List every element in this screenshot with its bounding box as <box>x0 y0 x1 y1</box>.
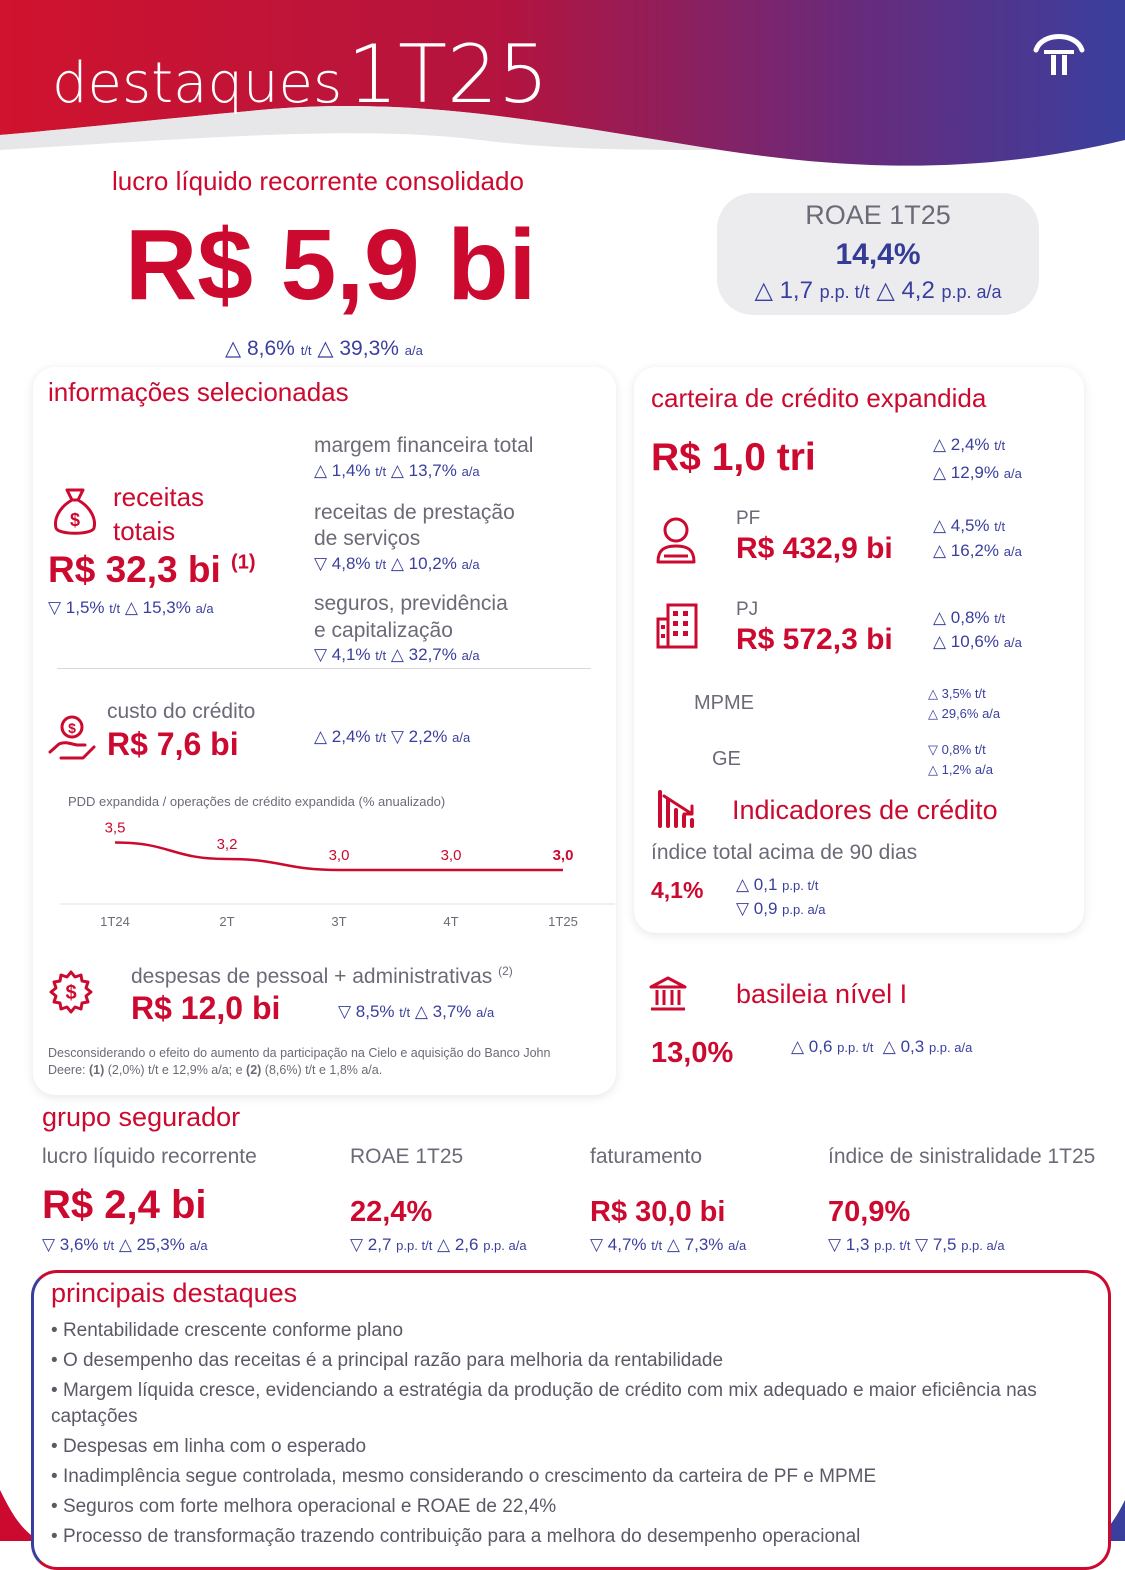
pj-value: R$ 572,3 bi <box>736 623 893 656</box>
mpme-var-2: △ 29,6% a/a <box>928 706 1001 721</box>
basileia-value: 13,0% <box>651 1037 734 1069</box>
x-tick-label: 4T <box>443 914 459 929</box>
data-label: 3,2 <box>216 836 238 853</box>
mpme-var-1: △ 3,5% t/t <box>928 686 986 701</box>
list-item: • Inadimplência segue controlada, mesmo considerando o crescimento da carteira de PF e MPME <box>51 1464 1071 1490</box>
grupo-col-value: R$ 30,0 bi <box>590 1196 726 1228</box>
building-icon <box>654 601 702 651</box>
grupo-col-variation: ▽ 2,7 p.p. t/t △ 2,6 p.p. a/a <box>350 1235 527 1254</box>
list-item: • Seguros com forte melhora operacional e ROAE de 22,4% <box>51 1494 1071 1520</box>
bradesco-logo-icon <box>1030 28 1088 78</box>
indicadores-var-1: △ 0,1 p.p. t/t <box>736 875 819 894</box>
info-footnote: Desconsiderando o efeito do aumento da participação na Cielo e aquisição do Banco John Deere: (1) (2,0%) t/t e 12,9% a/a; e (2) (8,6%) t/t e 1,8% a/a. <box>48 1046 551 1077</box>
list-item: • Margem líquida cresce, evidenciando a estratégia da produção de crédito com mix adequado e maior eficiência nas captações <box>51 1378 1071 1430</box>
carteira-title: carteira de crédito expandida <box>651 383 987 413</box>
hand-coin-icon <box>47 714 97 762</box>
despesas-variation: ▽ 8,5% t/t △ 3,7% a/a <box>338 1002 495 1021</box>
margem-variation: △ 1,4% t/t △ 13,7% a/a <box>314 461 480 480</box>
carteira-value: R$ 1,0 tri <box>651 436 816 479</box>
receitas-label-1: receitas <box>113 482 205 512</box>
servicos-variation: ▽ 4,8% t/t △ 10,2% a/a <box>314 554 480 573</box>
grupo-col-label: ROAE 1T25 <box>350 1145 464 1168</box>
receitas-variation: ▽ 1,5% t/t △ 15,3% a/a <box>48 598 214 617</box>
x-tick-label: 3T <box>331 914 347 929</box>
svg-text:$: $ <box>68 720 76 736</box>
money-bag-icon <box>52 486 98 538</box>
svg-text:$: $ <box>69 510 81 530</box>
roae-label: ROAE 1T25 <box>805 200 951 230</box>
pj-var-1: △ 0,8% t/t <box>933 608 1006 627</box>
title-period: 1T25 <box>347 28 549 121</box>
pf-value: R$ 432,9 bi <box>736 532 893 565</box>
principais-list <box>51 1318 1071 1554</box>
page-title <box>52 28 549 121</box>
person-icon <box>654 516 698 566</box>
list-item: • Despesas em linha com o esperado <box>51 1434 1071 1460</box>
divider <box>57 668 591 669</box>
seguros-label-1: seguros, previdência <box>314 592 508 615</box>
info-title: informações selecionadas <box>48 377 349 407</box>
seguros-variation: ▽ 4,1% t/t △ 32,7% a/a <box>314 645 480 664</box>
grupo-col-variation: ▽ 4,7% t/t △ 7,3% a/a <box>590 1235 747 1254</box>
pj-var-2: △ 10,6% a/a <box>933 632 1022 651</box>
ge-var-1: ▽ 0,8% t/t <box>928 742 986 757</box>
x-tick-label: 2T <box>219 914 235 929</box>
x-tick-label: 1T25 <box>548 914 578 929</box>
grupo-title: grupo segurador <box>42 1102 241 1132</box>
grupo-col-label: faturamento <box>590 1145 703 1168</box>
grupo-col-value: R$ 2,4 bi <box>42 1183 207 1227</box>
list-item: • Rentabilidade crescente conforme plano <box>51 1318 1071 1344</box>
title-word: destaques <box>52 51 343 116</box>
pf-var-2: △ 16,2% a/a <box>933 541 1022 560</box>
margem-label: margem financeira total <box>314 434 534 457</box>
grupo-col-variation: ▽ 3,6% t/t △ 25,3% a/a <box>42 1235 208 1254</box>
seguros-label-2: e capitalização <box>314 619 453 642</box>
data-label: 3,0 <box>552 847 574 864</box>
roae-value: 14,4% <box>835 238 921 271</box>
custo-value: R$ 7,6 bi <box>107 726 239 762</box>
gear-dollar-icon <box>47 968 95 1016</box>
custo-variation: △ 2,4% t/t ▽ 2,2% a/a <box>314 727 471 746</box>
receitas-label-2: totais <box>113 516 176 546</box>
data-label: 3,5 <box>104 820 126 837</box>
despesas-label: despesas de pessoal + administrativas $^{(2)}$ <box>131 964 513 988</box>
list-item: • O desempenho das receitas é a principal razão para melhoria da rentabilidade <box>51 1348 1071 1374</box>
indicadores-label: índice total acima de 90 dias <box>651 841 918 864</box>
pf-var-1: △ 4,5% t/t <box>933 516 1006 535</box>
grupo-col-label: lucro líquido recorrente <box>42 1145 257 1168</box>
custo-label: custo do crédito <box>107 700 256 723</box>
list-item: • Processo de transformação trazendo contribuição para a melhora do desempenho operacional <box>51 1524 1071 1550</box>
chart-title: PDD expandida / operações de crédito expandida (% anualizado) <box>68 794 446 809</box>
servicos-label-2: de serviços <box>314 527 421 550</box>
indicadores-var-2: ▽ 0,9 p.p. a/a <box>736 899 826 918</box>
receitas-value: R$ 32,3 bi $^{(1)}$ <box>48 549 256 590</box>
grupo-col-value: 22,4% <box>350 1196 433 1228</box>
pdd-line-chart <box>60 820 615 940</box>
basileia-variation: △ 0,6 p.p. t/t △ 0,3 p.p. a/a <box>791 1037 973 1056</box>
carteira-var-2: △ 12,9% a/a <box>933 463 1022 482</box>
data-label: 3,0 <box>328 847 350 864</box>
basileia-title: basileia nível I <box>736 979 908 1009</box>
data-label: 3,0 <box>440 847 462 864</box>
servicos-label-1: receitas de prestação <box>314 501 515 524</box>
mpme-label: MPME <box>694 692 754 714</box>
indicadores-value: 4,1% <box>651 877 704 903</box>
lucro-variation: △ 8,6% t/t △ 39,3% a/a <box>225 337 423 360</box>
principais-title: principais destaques <box>51 1278 298 1308</box>
x-tick-label: 1T24 <box>100 914 130 929</box>
lucro-value: R$ 5,9 bi <box>125 209 537 321</box>
grupo-col-label: índice de sinistralidade 1T25 <box>828 1145 1096 1168</box>
despesas-value: R$ 12,0 bi <box>131 990 281 1026</box>
roae-variation: △ 1,7 p.p. t/t △ 4,2 p.p. a/a <box>754 277 1002 304</box>
ge-label: GE <box>712 748 741 770</box>
pj-label: PJ <box>736 599 759 620</box>
bank-icon <box>649 975 687 1013</box>
declining-chart-icon <box>656 788 702 830</box>
pf-label: PF <box>736 508 761 529</box>
lucro-label: lucro líquido recorrente consolidado <box>112 166 524 196</box>
carteira-var-1: △ 2,4% t/t <box>933 435 1006 454</box>
indicadores-title: Indicadores de crédito <box>732 795 998 825</box>
svg-text:$: $ <box>65 982 77 1004</box>
ge-var-2: △ 1,2% a/a <box>928 762 993 777</box>
grupo-col-value: 70,9% <box>828 1196 911 1228</box>
grupo-col-variation: ▽ 1,3 p.p. t/t ▽ 7,5 p.p. a/a <box>828 1235 1005 1254</box>
